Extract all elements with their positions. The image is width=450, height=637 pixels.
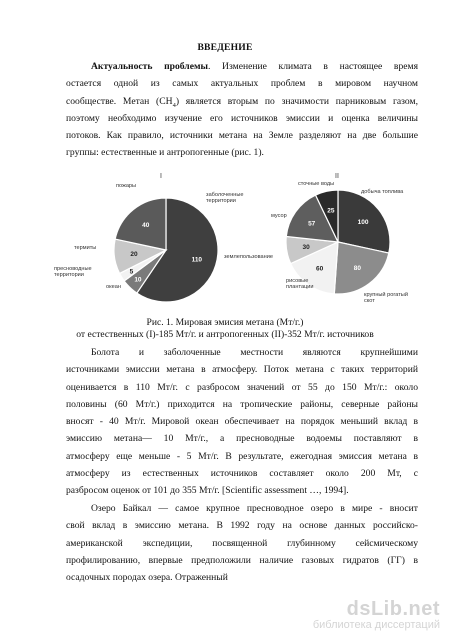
pie-1-value-label-4: 20: [130, 251, 138, 259]
page-heading: ВВЕДЕНИЕ: [197, 42, 253, 53]
label-fires: пожары: [116, 183, 137, 189]
p1-line-9: разбросом оценок от 101 до 355 Мт/г. [Scientific assessment …, 1994].: [66, 485, 349, 497]
intro-line-5: потоков. Как правило, источники метана на Земле разделяют на две большие: [66, 130, 418, 142]
p2-line-3: американской экспедиции, посвященной глубинному сейсмическому: [66, 537, 418, 549]
figure-pie-charts: [54, 170, 418, 315]
label-cattle: крупный рогатый скот: [364, 292, 408, 304]
label-fuel-extraction: добыча топлива: [361, 189, 404, 195]
pie-2-value-label-3: 60: [315, 265, 324, 273]
label-garbage: мусор: [271, 213, 287, 219]
label-wetlands: заболоченные территории: [206, 192, 244, 204]
p1-line-8: атмосферу из естественных источников составляет около 200 Мт, с: [66, 468, 418, 480]
figure-caption-line-1: Рис. 1. Мировая эмисия метана (Мт/г.): [146, 317, 304, 328]
p2-line-4: профилированию, впервые предположили наличие газовых гидратов (ГГ) в: [66, 554, 418, 566]
p1-line-3: оценивается в 110 Мт/г. с разбросом значений от 55 до 150 Мт/г.: около: [66, 381, 418, 393]
p1-line-7: атмосферу еще меньше - 5 Мт/г. В результате, ежегодная эмиссия метана в: [66, 450, 418, 462]
label-freshwater: пресноводные территории: [54, 266, 92, 278]
intro-line-1: [66, 58, 418, 75]
p1-line-1: Болота и заболоченные местности являются крупнейшими: [91, 347, 418, 358]
intro-line-3a: сообществе. Метан (СН: [66, 95, 173, 107]
watermark-subtitle: библиотека диссертаций: [312, 619, 440, 631]
label-ocean: океан: [106, 284, 121, 290]
pie-2-value-label-4: 30: [302, 244, 310, 252]
intro-subscript: 4: [172, 101, 176, 109]
intro-line-2: остается одной из самых актуальных проблем в мировом научном: [66, 78, 418, 90]
p1-line-4: половины (60 Мт/г.) приходится на тропические районы, северные районы: [66, 398, 418, 410]
p2-line-5: осадочных породах озера. Отраженный: [66, 572, 228, 584]
label-land-use: землепользование: [224, 254, 273, 260]
pie-1-value-label-2: 10: [134, 276, 142, 284]
watermark-logo: dsLib.net: [346, 598, 440, 620]
label-wastewater: сточные воды: [298, 181, 335, 187]
intro-line-3b: ) является вторым по значимости парниковым газом,: [175, 95, 418, 107]
body-paragraph-2: [66, 500, 418, 586]
pie-2-value-label-2: 80: [353, 264, 361, 272]
p1-line-2: источниками эмиссии метана в атмосферу. Поток метана с таких территорий: [66, 364, 418, 376]
pie-1-value-label-3: 5: [129, 268, 134, 276]
label-termites: термиты: [74, 245, 97, 251]
pie-2-value-label-6: 25: [327, 207, 335, 215]
p1-line-5: вносят - 40 Мт/г. Мировой океан обеспечивает на порядок меньший вклад в: [66, 416, 418, 428]
pie-1-value-label-1: 110: [191, 256, 203, 264]
intro-paragraph: [66, 58, 418, 162]
pie-2-value-label-5: 57: [308, 220, 316, 228]
label-rice: рисовые плантации: [286, 278, 314, 290]
p2-line-1: Озеро Байкал — самое крупное пресноводное озеро в мире - вносит: [91, 503, 418, 514]
intro-line-1-text: . Изменение климата в настоящее время: [207, 61, 418, 72]
intro-line-4: поэтому необходимо изучение его источников эмиссии и оценка величины: [66, 112, 418, 124]
body-paragraph-1: [66, 344, 418, 500]
intro-bold-lead: Актуальность проблемы: [91, 61, 208, 72]
p1-line-6: эмиссию метана— 10 Мт/г., а пресноводные водоемы поставляют в: [66, 433, 418, 445]
chart-ii-label: II: [335, 173, 339, 180]
intro-line-3: [66, 93, 418, 110]
pie-2-value-label-1: 100: [357, 218, 369, 226]
watermark: [313, 598, 440, 631]
figure-caption-line-2: от естественных (I)-185 Мт/г. и антропогенных (II)-352 Мт/г. источников: [76, 329, 374, 340]
chart-i-label: I: [160, 173, 162, 180]
p2-line-2: свой вклад в эмиссию метана. В 1992 году на основе данных российско-: [66, 520, 418, 532]
pie-1-value-label-5: 40: [142, 221, 150, 229]
intro-line-6: группы: естественные и антропогенные (рис. 1).: [66, 147, 264, 159]
